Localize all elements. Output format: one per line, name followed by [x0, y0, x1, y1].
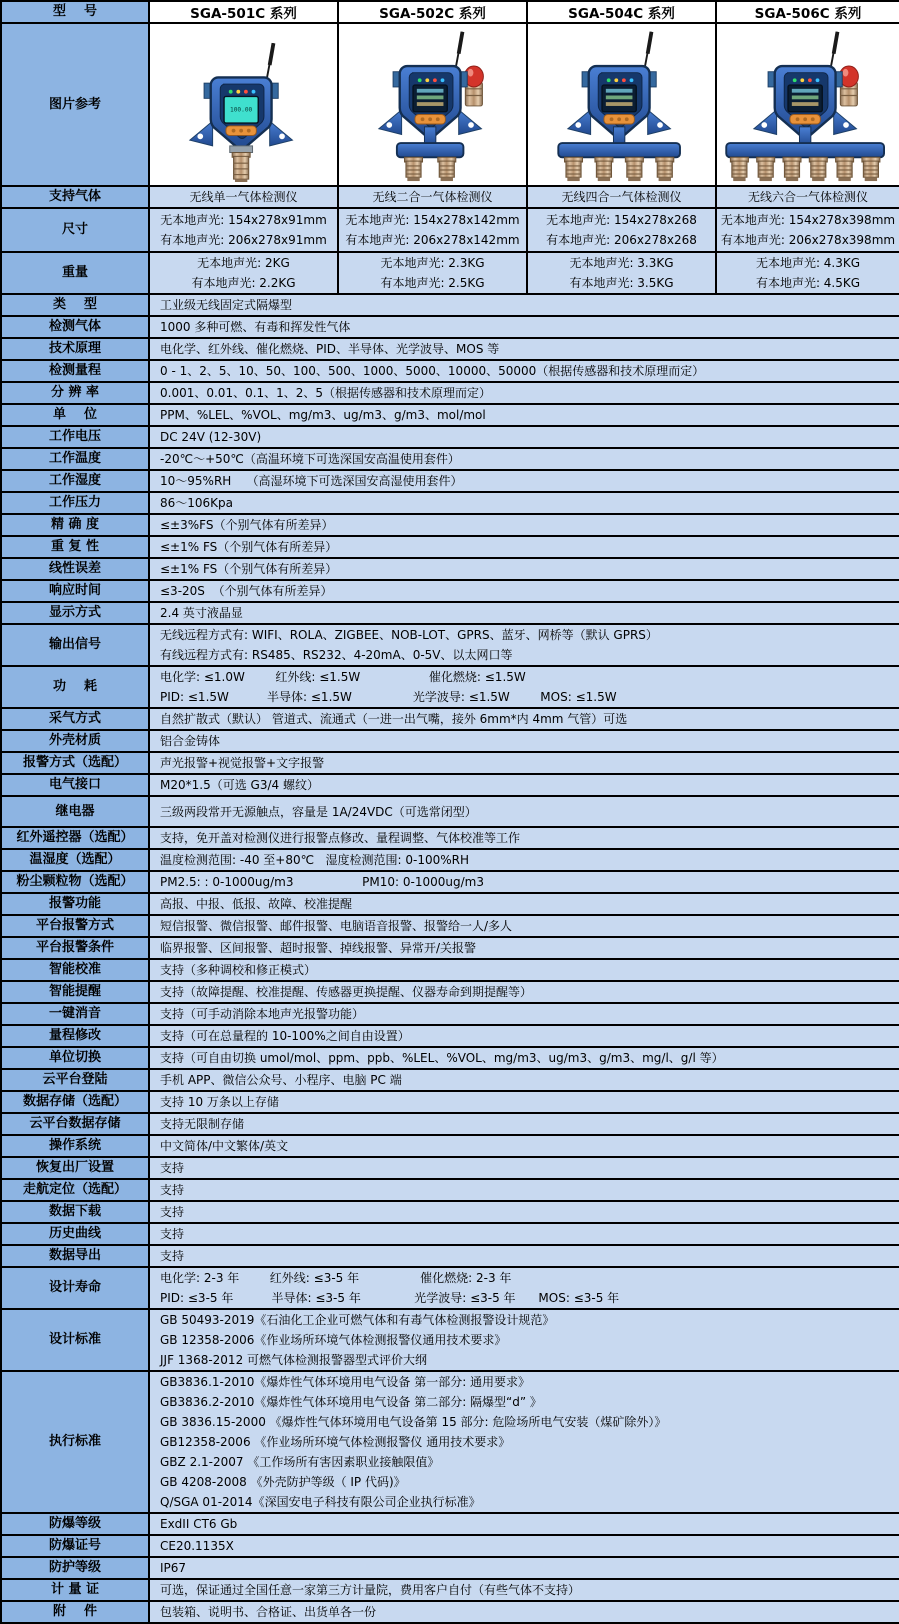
row-label: 一键消音: [1, 1003, 149, 1025]
spec-row: [1, 1513, 899, 1535]
spec-row: [1, 316, 899, 338]
row-label: 操作系统: [1, 1135, 149, 1157]
row-label: 粉尘颗粒物（选配）: [1, 871, 149, 893]
weight-cell: 无本地声光: 2KG 有本地声光: 2.2KG: [149, 252, 338, 294]
row-value: 支持: [149, 1245, 899, 1267]
row-label: 响应时间: [1, 580, 149, 602]
size-row: [1, 208, 899, 252]
supported-gas-row: [1, 186, 899, 208]
row-value: 0 - 1、2、5、10、50、100、500、1000、5000、10000、50000（根据传感器和技术原理而定）: [149, 360, 899, 382]
spec-row: [1, 360, 899, 382]
row-label: 功 耗: [1, 666, 149, 708]
row-value: 支持，免开盖对检测仪进行报警点修改、量程调整、气体校准等工作: [149, 827, 899, 849]
row-value: 支持: [149, 1157, 899, 1179]
row-label: 防爆等级: [1, 1513, 149, 1535]
device-image-cell: [716, 23, 899, 186]
spec-row: [1, 1025, 899, 1047]
row-label: 尺寸: [1, 208, 149, 252]
spec-row: [1, 492, 899, 514]
row-value: 手机 APP、微信公众号、小程序、电脑 PC 端: [149, 1069, 899, 1091]
row-label: 红外遥控器（选配）: [1, 827, 149, 849]
row-label: 线性误差: [1, 558, 149, 580]
row-label: 计 量 证: [1, 1579, 149, 1601]
weight-cell: 无本地声光: 4.3KG 有本地声光: 4.5KG: [716, 252, 899, 294]
spec-row: [1, 937, 899, 959]
gas-type-cell: 无线四合一气体检测仪: [527, 186, 716, 208]
sga-504c-device: [533, 28, 711, 182]
weight-cell: 无本地声光: 3.3KG 有本地声光: 3.5KG: [527, 252, 716, 294]
spec-row: [1, 959, 899, 981]
spec-row: [1, 558, 899, 580]
gas-type-cell: 无线二合一气体检测仪: [338, 186, 527, 208]
row-value: -20℃～+50℃（高温环境下可选深国安高温使用套件）: [149, 448, 899, 470]
spec-row: [1, 915, 899, 937]
size-cell: 无本地声光: 154x278x398mm 有本地声光: 206x278x398mm: [716, 208, 899, 252]
row-label: 工作湿度: [1, 470, 149, 492]
row-label: 支持气体: [1, 186, 149, 208]
row-label: 单位切换: [1, 1047, 149, 1069]
spec-row: [1, 1245, 899, 1267]
row-value: 电化学: 2-3 年 红外线: ≤3-5 年 催化燃烧: 2-3 年 PID: ≤3-5 年 半导体: ≤3-5 年 光学波导: ≤3-5 年 MOS: ≤3-5 年: [149, 1267, 899, 1309]
row-value: 电化学、红外线、催化燃烧、PID、半导体、光学波导、MOS 等: [149, 338, 899, 360]
size-cell: 无本地声光: 154x278x91mm 有本地声光: 206x278x91mm: [149, 208, 338, 252]
spec-row: [1, 1135, 899, 1157]
row-label: 智能校准: [1, 959, 149, 981]
row-value: GB 50493-2019《石油化工企业可燃气体和有毒气体检测报警设计规范》 GB 12358-2006《作业场所环境气体检测报警仪通用技术要求》 JJF 1368-2012 可燃气体检测报警器型式评价大纲: [149, 1309, 899, 1371]
spec-row: [1, 1557, 899, 1579]
row-value: ≤±3%FS（个别气体有所差异）: [149, 514, 899, 536]
row-value: ≤3-20S （个别气体有所差异）: [149, 580, 899, 602]
model-name-sga-504c: SGA-504C 系列: [527, 1, 716, 23]
row-label: 工作温度: [1, 448, 149, 470]
row-label: 类 型: [1, 294, 149, 316]
row-value: ≤±1% FS（个别气体有所差异）: [149, 558, 899, 580]
row-value: 支持（可在总量程的 10-100%之间自由设置）: [149, 1025, 899, 1047]
weight-row: [1, 252, 899, 294]
row-value: 86～106Kpa: [149, 492, 899, 514]
row-value: 支持无限制存储: [149, 1113, 899, 1135]
gas-type-cell: 无线六合一气体检测仪: [716, 186, 899, 208]
row-label: 量程修改: [1, 1025, 149, 1047]
row-label: 智能提醒: [1, 981, 149, 1003]
row-value: 铝合金铸体: [149, 730, 899, 752]
sga-501c-device: [155, 28, 333, 182]
spec-row: [1, 827, 899, 849]
row-label: 输出信号: [1, 624, 149, 666]
spec-row: [1, 666, 899, 708]
row-label: 防爆证号: [1, 1535, 149, 1557]
row-value: DC 24V (12-30V): [149, 426, 899, 448]
spec-row: [1, 536, 899, 558]
spec-row: [1, 1267, 899, 1309]
device-image-cell: [149, 23, 338, 186]
row-label: 设计寿命: [1, 1267, 149, 1309]
row-value: 支持（多种调校和修正模式）: [149, 959, 899, 981]
row-value: 无线远程方式有: WIFI、ROLA、ZIGBEE、NOB-LOT、GPRS、蓝牙、网桥等（默认 GPRS） 有线远程方式有: RS485、RS232、4-20mA、0-5V、以太网口等: [149, 624, 899, 666]
row-label: 数据下载: [1, 1201, 149, 1223]
row-value: 包装箱、说明书、合格证、出货单各一份: [149, 1601, 899, 1623]
row-value: 支持: [149, 1179, 899, 1201]
row-value: 支持: [149, 1223, 899, 1245]
row-value: ≤±1% FS（个别气体有所差异）: [149, 536, 899, 558]
row-label: 数据存储（选配）: [1, 1091, 149, 1113]
spec-row: [1, 624, 899, 666]
spec-row: [1, 602, 899, 624]
row-value: M20*1.5（可选 G3/4 螺纹）: [149, 774, 899, 796]
device-image-cell: [338, 23, 527, 186]
model-header-label: 型 号: [1, 1, 149, 23]
row-value: IP67: [149, 1557, 899, 1579]
spec-row: [1, 470, 899, 492]
row-value: 1000 多种可燃、有毒和挥发性气体: [149, 316, 899, 338]
row-label: 采气方式: [1, 708, 149, 730]
row-value: CE20.1135X: [149, 1535, 899, 1557]
row-value: 支持（可自由切换 umol/mol、ppm、ppb、%LEL、%VOL、mg/m3、ug/m3、g/m3、mg/l、g/l 等）: [149, 1047, 899, 1069]
row-value: 2.4 英寸液晶显: [149, 602, 899, 624]
row-value: 支持（故障提醒、校准提醒、传感器更换提醒、仪器寿命到期提醒等）: [149, 981, 899, 1003]
row-label: 恢复出厂设置: [1, 1157, 149, 1179]
spec-row: [1, 404, 899, 426]
weight-cell: 无本地声光: 2.3KG 有本地声光: 2.5KG: [338, 252, 527, 294]
row-value: 支持: [149, 1201, 899, 1223]
image-row: [1, 23, 899, 186]
row-label: 报警方式（选配）: [1, 752, 149, 774]
row-label: 外壳材质: [1, 730, 149, 752]
row-label: 执行标准: [1, 1371, 149, 1513]
spec-row: [1, 1223, 899, 1245]
row-value: 温度检测范围: -40 至+80℃ 湿度检测范围: 0-100%RH: [149, 849, 899, 871]
row-label: 工作压力: [1, 492, 149, 514]
sga-502c-device: [344, 28, 522, 182]
row-label: 附 件: [1, 1601, 149, 1623]
spec-row: [1, 448, 899, 470]
spec-row: [1, 796, 899, 827]
spec-row: [1, 1003, 899, 1025]
spec-row: [1, 752, 899, 774]
row-label: 电气接口: [1, 774, 149, 796]
row-label: 数据导出: [1, 1245, 149, 1267]
row-label: 设计标准: [1, 1309, 149, 1371]
row-label: 重量: [1, 252, 149, 294]
row-value: 支持 10 万条以上存储: [149, 1091, 899, 1113]
gas-type-cell: 无线单一气体检测仪: [149, 186, 338, 208]
spec-row: [1, 580, 899, 602]
row-value: 10～95%RH （高湿环境下可选深国安高湿使用套件）: [149, 470, 899, 492]
row-value: 高报、中报、低报、故障、校准提醒: [149, 893, 899, 915]
size-cell: 无本地声光: 154x278x268 有本地声光: 206x278x268: [527, 208, 716, 252]
image-row-label: 图片参考: [1, 23, 149, 186]
model-name-sga-506c: SGA-506C 系列: [716, 1, 899, 23]
spec-row: [1, 514, 899, 536]
row-value: 中文简体/中文繁体/英文: [149, 1135, 899, 1157]
row-label: 重 复 性: [1, 536, 149, 558]
spec-row: [1, 1535, 899, 1557]
row-value: PPM、%LEL、%VOL、mg/m3、ug/m3、g/m3、mol/mol: [149, 404, 899, 426]
row-value: 短信报警、微信报警、邮件报警、电脑语音报警、报警给一人/多人: [149, 915, 899, 937]
spec-row: [1, 1179, 899, 1201]
row-label: 显示方式: [1, 602, 149, 624]
row-value: PM2.5: : 0-1000ug/m3 PM10: 0-1000ug/m3: [149, 871, 899, 893]
svg-text:100.00: 100.00: [229, 106, 252, 114]
row-value: 三级两段常开无源触点，容量是 1A/24VDC（可选常闭型）: [149, 796, 899, 827]
row-value: GB3836.1-2010《爆炸性气体环境用电气设备 第一部分: 通用要求》 GB3836.2-2010《爆炸性气体环境用电气设备 第二部分: 隔爆型“d” 》 GB 3836.15-2000 《爆炸性气体环境用电气设备第 15 部分: 危险场所电气安装（煤矿除外）》 GB12358-2006 《作业场所环境气体检测报警仪 通用技术要求》 GBZ 2.1-2007 《工作场所有害因素职业接触限值》 GB 4208-2008 《外壳防护等级（ IP 代码)》 Q/SGA 01-2014《深国安电子科技有限公司企业执行标准》: [149, 1371, 899, 1513]
row-label: 分 辨 率: [1, 382, 149, 404]
row-value: ExdII CT6 Gb: [149, 1513, 899, 1535]
device-image-cell: [527, 23, 716, 186]
spec-row: [1, 981, 899, 1003]
row-label: 单 位: [1, 404, 149, 426]
header-row: [1, 1, 899, 23]
spec-row: [1, 1201, 899, 1223]
row-label: 继电器: [1, 796, 149, 827]
sga-506c-device: [719, 28, 897, 182]
spec-row: [1, 1091, 899, 1113]
row-label: 工作电压: [1, 426, 149, 448]
row-value: 自然扩散式（默认） 管道式、流通式（一进一出气嘴，接外 6mm*内 4mm 气管）可选: [149, 708, 899, 730]
model-name-sga-502c: SGA-502C 系列: [338, 1, 527, 23]
row-label: 平台报警条件: [1, 937, 149, 959]
manifold-bar: [558, 143, 680, 157]
spec-row: [1, 1579, 899, 1601]
spec-row: [1, 871, 899, 893]
row-value: 声光报警+视觉报警+文字报警: [149, 752, 899, 774]
row-label: 精 确 度: [1, 514, 149, 536]
row-value: 临界报警、区间报警、超时报警、掉线报警、异常开/关报警: [149, 937, 899, 959]
row-label: 历史曲线: [1, 1223, 149, 1245]
spec-row: [1, 708, 899, 730]
size-cell: 无本地声光: 154x278x142mm 有本地声光: 206x278x142mm: [338, 208, 527, 252]
spec-row: [1, 382, 899, 404]
spec-row: [1, 426, 899, 448]
spec-row: [1, 1157, 899, 1179]
manifold-bar: [726, 143, 884, 157]
row-label: 检测量程: [1, 360, 149, 382]
row-value: 电化学: ≤1.0W 红外线: ≤1.5W 催化燃烧: ≤1.5W PID: ≤1.5W 半导体: ≤1.5W 光学波导: ≤1.5W MOS: ≤1.5W: [149, 666, 899, 708]
row-label: 走航定位（选配）: [1, 1179, 149, 1201]
spec-row: [1, 338, 899, 360]
spec-row: [1, 1047, 899, 1069]
spec-row: [1, 893, 899, 915]
row-label: 报警功能: [1, 893, 149, 915]
spec-row: [1, 730, 899, 752]
row-value: 0.001、0.01、0.1、1、2、5（根据传感器和技术原理而定）: [149, 382, 899, 404]
spec-row: [1, 1309, 899, 1371]
row-value: 支持（可手动消除本地声光报警功能）: [149, 1003, 899, 1025]
model-name-sga-501c: SGA-501C 系列: [149, 1, 338, 23]
row-value: 可选，保证通过全国任意一家第三方计量院，费用客户自付（有些气体不支持）: [149, 1579, 899, 1601]
spec-row: [1, 1113, 899, 1135]
row-label: 平台报警方式: [1, 915, 149, 937]
spec-row: [1, 1601, 899, 1623]
row-label: 技术原理: [1, 338, 149, 360]
spec-row: [1, 1371, 899, 1513]
spec-row: [1, 1069, 899, 1091]
spec-row: [1, 294, 899, 316]
row-label: 云平台数据存储: [1, 1113, 149, 1135]
manifold-bar: [396, 143, 463, 157]
spec-row: [1, 774, 899, 796]
row-label: 防护等级: [1, 1557, 149, 1579]
row-label: 温湿度（选配）: [1, 849, 149, 871]
row-label: 云平台登陆: [1, 1069, 149, 1091]
spec-row: [1, 849, 899, 871]
row-value: 工业级无线固定式隔爆型: [149, 294, 899, 316]
row-label: 检测气体: [1, 316, 149, 338]
